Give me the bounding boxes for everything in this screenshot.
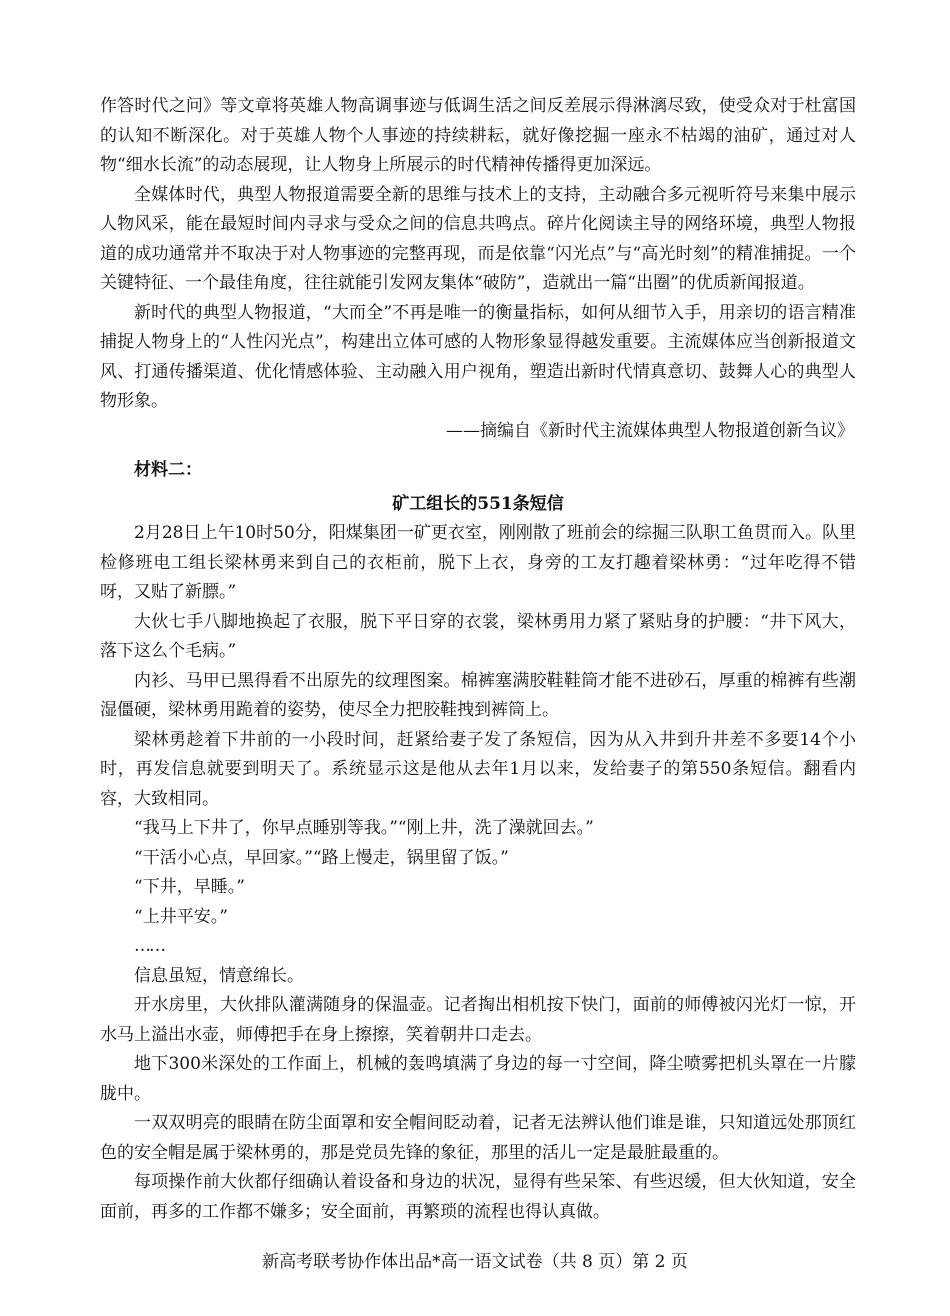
sms-quote: “我马上下井了，你早点睡别等我。”“刚上井，洗了澡就回去。” [134, 818, 594, 838]
sms-quote: “下井，早睡。” [134, 877, 245, 897]
ellipsis: …… [134, 936, 164, 956]
page-footer: 新高考联考协作体出品*高一语文试卷（共 8 页）第 2 页 [262, 1252, 688, 1272]
paragraph: 梁林勇趁着下井前的一小段时间，赶紧给妻子发了条短信，因为从入井到升井差不多要14个小时，再发信息就要到明天了。系统显示这是他从去年1月以来，发给妻子的第550条短信。翻看内容，大致相同。 [100, 729, 856, 809]
paragraph: 信息虽短，情意绵长。 [134, 965, 304, 986]
paragraph: 开水房里，大伙排队灌满随身的保温壶。记者掏出相机按下快门，面前的师傅被闪光灯一惊，开水马上溢出水壶，师傅把手在身上擦擦，笑着朝井口走去。 [100, 995, 856, 1045]
article-title: 矿工组长的551条短信 [392, 493, 564, 514]
paragraph: 内衫、马甲已黑得看不出原先的纹理图案。棉裤塞满胶鞋鞋筒才能不进砂石，厚重的棉裤有些潮湿僵硬，梁林勇用跪着的姿势，使尽全力把胶鞋拽到裤筒上。 [100, 670, 856, 720]
paragraph: 地下300米深处的工作面上，机械的轰鸣填满了身边的每一寸空间，降尘喷雾把机头罩在一片朦胧中。 [100, 1054, 856, 1104]
paragraph: 2月28日上午10时50分，阳煤集团一矿更衣室，刚刚散了班前会的综掘三队职工鱼贯而入。队里检修班电工组长梁林勇来到自己的衣柜前，脱下上衣，身旁的工友打趣着梁林勇：“过年吃得不错呀，又贴了新膘。” [100, 523, 856, 602]
page-content [100, 92, 856, 1227]
paragraph: 全媒体时代，典型人物报道需要全新的思维与技术上的支持，主动融合多元视听符号来集中展示人物风采，能在最短时间内寻求与受众之间的信息共鸣点。碎片化阅读主导的网络环境，典型人物报道的成功通常并不取决于对人物事迹的完整再现，而是依靠“闪光点”与“高光时刻”的精准捕捉。一个关键特征、一个最佳角度，往往就能引发网友集体“破防”，造就出一篇“出圈”的优质新闻报道。 [100, 184, 856, 293]
paragraph: 大伙七手八脚地换起了衣服，脱下平日穿的衣裳，梁林勇用力紧了紧贴身的护腰：“井下风大，落下这么个毛病。” [100, 611, 856, 661]
paragraph: 每项操作前大伙都仔细确认着设备和身边的状况，显得有些呆笨、有些迟缓，但大伙知道，安全面前，再多的工作都不嫌多；安全面前，再繁琐的流程也得认真做。 [100, 1172, 856, 1222]
paragraph: 新时代的典型人物报道，“大而全”不再是唯一的衡量指标，如何从细节入手，用亲切的语言精准捕捉人物身上的“人性闪光点”，构建出立体可感的人物形象显得越发重要。主流媒体应当创新报道文风、打通传播渠道、优化情感体验、主动融入用户视角，塑造出新时代情真意切、鼓舞人心的典型人物形象。 [100, 302, 856, 411]
paragraph: 作答时代之问》等文章将英雄人物高调事迹与低调生活之间反差展示得淋漓尽致，使受众对于杜富国的认知不断深化。对于英雄人物个人事迹的持续耕耘，就好像挖掘一座永不枯竭的油矿，通过对人物“细水长流”的动态展现，让人物身上所展示的时代精神传播得更加深远。 [100, 96, 856, 175]
material-label: 材料二： [134, 460, 202, 480]
source-citation: ——摘编自《新时代主流媒体典型人物报道创新刍议》 [446, 420, 854, 441]
sms-quote: “干活小心点，早回家。”“路上慢走，锅里留了饭。” [134, 847, 509, 868]
sms-quote: “上井平安。” [134, 906, 228, 927]
paragraph: 一双双明亮的眼睛在防尘面罩和安全帽间眨动着，记者无法辨认他们谁是谁，只知道远处那顶红色的安全帽是属于梁林勇的，那是党员先锋的象征，那里的活儿一定是最脏最重的。 [100, 1113, 856, 1163]
